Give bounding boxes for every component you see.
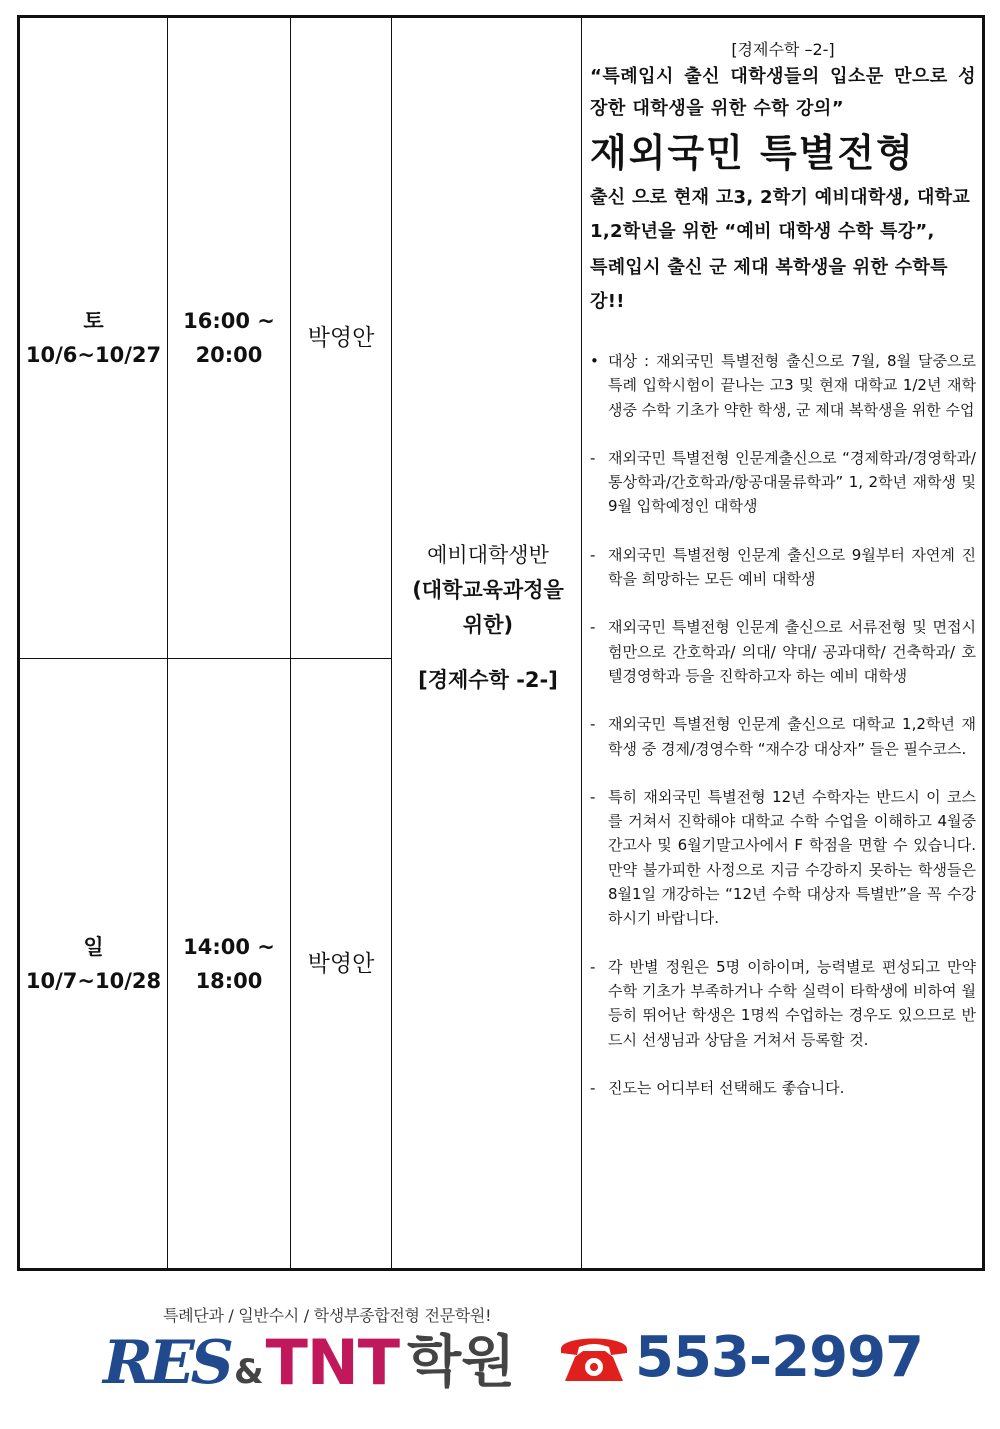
day-label: 일: [83, 934, 104, 959]
course-name-line: (대학교육과정을: [412, 578, 564, 602]
schedule-day-cell: [20, 18, 167, 658]
time-end: 18:00: [195, 968, 263, 993]
schedule-time-cell: [168, 659, 290, 1268]
dash-marker: -: [590, 1078, 596, 1097]
course-cell: [393, 538, 583, 698]
dash-marker: -: [590, 715, 596, 734]
dash-marker: -: [590, 957, 596, 976]
time-start: 16:00 ~: [183, 309, 275, 333]
teacher-name: 박영안: [307, 950, 375, 977]
description-lead: 출신 으로 현재 고3, 2학기 예비대학생, 대학교 1,2학년을 위한 “예비 대학생 수학 특강”,: [590, 187, 971, 242]
schedule-time-cell: [168, 18, 290, 658]
list-item: [590, 785, 976, 931]
description-slogan: “특례입시 출신 대학생들의 입소문 만으로 성장한 대학생을 위한 수학 강의”: [590, 66, 976, 119]
list-item: [590, 446, 976, 519]
list-item: [590, 712, 976, 761]
course-name-line: 예비대학생반: [427, 543, 549, 567]
course-tag: [경제수학 -2-]: [418, 668, 558, 692]
column-divider: [391, 18, 392, 1268]
bullet-marker: •: [590, 352, 599, 370]
phone-contact: [557, 1326, 923, 1390]
list-item: [590, 615, 976, 688]
description-title: 재외국민 특별전형: [590, 131, 915, 175]
dash-marker: -: [590, 618, 596, 637]
course-description: [586, 18, 980, 1124]
schedule-day-cell: [20, 659, 167, 1268]
telephone-icon: [557, 1329, 631, 1387]
list-item: [590, 1076, 976, 1100]
time-start: 14:00 ~: [183, 934, 275, 959]
teacher-name: 박영안: [307, 325, 375, 351]
list-item: [590, 543, 976, 592]
schedule-teacher-cell: [291, 18, 391, 658]
list-item-text: 특히 재외국민 특별전형 12년 수학자는 반드시 이 코스를 거쳐서 진학해야 대학교 수학 수업을 이해하고 4월중간고사 및 6월기말고사에서 F 학점을 면할 수 있습니다. 만약 불가피한 사정으로 지금 수강하지 못하는 학생들은 8월1일 개강하는 “12년 수학 대상자 특별반”을 꼭 수강하시기 바랍니다.: [608, 787, 976, 928]
logo-tnt: TNT: [265, 1326, 400, 1399]
schedule-teacher-cell: [291, 659, 391, 1268]
list-item: [590, 955, 976, 1052]
list-item-text: 재외국민 특별전형 인문계 출신으로 서류전형 및 면접시험만으로 간호학과/ 의대/ 약대/ 공과대학/ 건축학과/ 호텔경영학과 등을 진학하고자 하는 예비 대학생: [608, 618, 976, 685]
description-lead: 특례입시 출신 군 제대 복학생을 위한 수학특강!!: [590, 257, 948, 312]
logo-hakwon: 학원: [407, 1330, 516, 1395]
day-label: 토: [83, 309, 104, 333]
list-item-text: 진도는 어디부터 선택해도 좋습니다.: [608, 1078, 845, 1097]
list-item: [590, 349, 976, 422]
list-item-text: 재외국민 특별전형 인문계 출신으로 대학교 1,2학년 재학생 중 경제/경영수학 “재수강 대상자” 들은 필수코스.: [608, 715, 976, 758]
academy-logo: [103, 1318, 515, 1398]
logo-ampersand: &: [233, 1352, 264, 1392]
schedule-table: [17, 15, 985, 1271]
date-range: 10/7~10/28: [25, 968, 162, 993]
dash-marker: -: [590, 787, 596, 806]
time-end: 20:00: [195, 343, 263, 367]
description-list: [590, 349, 976, 1100]
dash-marker: -: [590, 448, 596, 467]
date-range: 10/6~10/27: [25, 343, 162, 367]
list-item-text: 각 반별 정원은 5명 이하이며, 능력별로 편성되고 만약 수학 기초가 부족하거나 수학 실력이 타학생에 비하여 월등히 뛰어난 학생은 1명씩 수업하는 경우도 있으므로 반드시 선생님과 상담을 거쳐서 등록할 것.: [608, 957, 976, 1049]
course-name-line: 위한): [462, 613, 514, 637]
phone-number: 553-2997: [635, 1325, 923, 1390]
dash-marker: -: [590, 545, 596, 564]
list-item-text: 재외국민 특별전형 인문계출신으로 “경제학과/경영학과/통상학과/간호학과/항공대물류학과” 1, 2학년 재학생 및 9월 입학예정인 대학생: [608, 448, 976, 516]
academy-tagline: 특례단과 / 일반수시 / 학생부종합전형 전문학원!: [163, 1306, 492, 1325]
logo-res: RES: [103, 1328, 230, 1398]
list-item-text: 대상 : 재외국민 특별전형 출신으로 7월, 8월 달중으로 특례 입학시험이 끝나는 고3 및 현재 대학교 1/2년 재학생중 수학 기초가 약한 학생, 군 제대 복학생을 위한 수업: [608, 352, 976, 419]
description-tag: [경제수학 –2-]: [731, 40, 835, 59]
list-item-text: 재외국민 특별전형 인문계 출신으로 9월부터 자연계 진학을 희망하는 모든 예비 대학생: [608, 545, 976, 589]
